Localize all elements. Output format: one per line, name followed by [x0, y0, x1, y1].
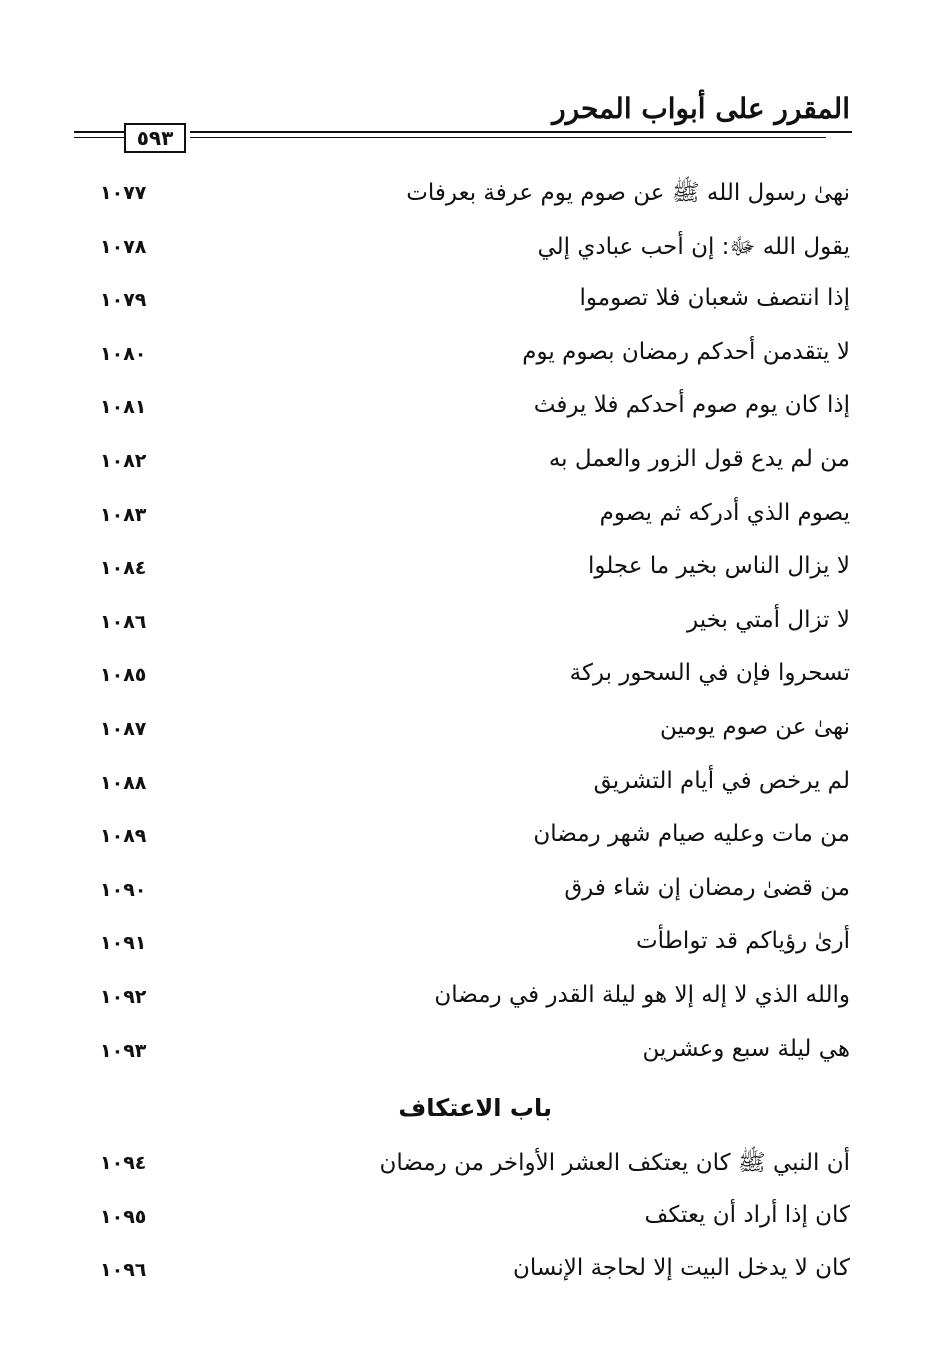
hadith-number: ١٠٧٧	[100, 182, 147, 204]
header-rule-top	[190, 131, 852, 133]
hadith-number: ١٠٨٥	[100, 664, 147, 687]
hadith-title: من لم يدع قول الزور والعمل به	[548, 445, 850, 472]
hadith-title: يقول الله ﷻ: إن أحب عبادي إلي	[537, 233, 850, 260]
hadith-number: ١٠٨٦	[100, 610, 147, 633]
hadith-title: لا تزال أمتي بخير	[687, 606, 850, 633]
index-row	[90, 226, 850, 280]
index-row	[90, 333, 850, 387]
running-header-title: المقرر على أبواب المحرر	[552, 92, 850, 125]
hadith-title: لا يزال الناس بخير ما عجلوا	[588, 553, 850, 580]
hadith-title: لم يرخص في أيام التشريق	[593, 767, 850, 794]
index-row	[90, 922, 850, 976]
index-row	[90, 762, 850, 816]
index-row	[90, 708, 850, 762]
header-rule-left-bottom	[74, 137, 126, 138]
index-row	[90, 601, 850, 655]
hadith-number: ١٠٨١	[100, 396, 147, 419]
hadith-number: ١٠٩٢	[100, 985, 147, 1008]
hadith-number: ١٠٧٨	[100, 235, 147, 258]
hadith-number: ١٠٨٢	[100, 449, 147, 472]
hadith-number: ١٠٧٩	[100, 289, 147, 312]
hadith-title: أرىٰ رؤياكم قد تواطأت	[635, 928, 850, 955]
hadith-number: ١٠٨٣	[100, 503, 147, 526]
index-row	[90, 1030, 850, 1084]
index-row	[90, 869, 850, 923]
index-row	[90, 386, 850, 440]
index-row	[90, 1142, 850, 1196]
index-row	[90, 547, 850, 601]
hadith-number: ١٠٩٦	[100, 1259, 147, 1282]
hadith-title: نهىٰ عن صوم يومين	[659, 713, 850, 740]
section-entries	[90, 1142, 850, 1303]
page-number: ٥٩٣	[124, 123, 186, 153]
hadith-number: ١٠٨٠	[100, 342, 147, 365]
hadith-number: ١٠٨٤	[100, 557, 147, 580]
hadith-number: ١٠٩١	[100, 932, 147, 955]
index-row	[90, 815, 850, 869]
hadith-title: من قضىٰ رمضان إن شاء فرق	[564, 874, 850, 901]
index-row	[90, 654, 850, 708]
hadith-title: كان لا يدخل البيت إلا لحاجة الإنسان	[512, 1255, 850, 1282]
hadith-title: والله الذي لا إله إلا هو ليلة القدر في رمضان	[434, 981, 850, 1008]
index-row	[90, 279, 850, 333]
hadith-title: يصوم الذي أدركه ثم يصوم	[599, 499, 850, 526]
hadith-title: من مات وعليه صيام شهر رمضان	[533, 821, 850, 848]
hadith-title: إذا كان يوم صوم أحدكم فلا يرفث	[533, 392, 850, 419]
index-row	[90, 1249, 850, 1303]
index-row	[90, 440, 850, 494]
hadith-number: ١٠٩٥	[100, 1205, 147, 1228]
header-rule-bottom	[190, 137, 826, 138]
hadith-title: إذا انتصف شعبان فلا تصوموا	[579, 285, 850, 312]
hadith-number: ١٠٨٧	[100, 717, 147, 740]
hadith-number: ١٠٨٩	[100, 825, 147, 848]
hadith-number: ١٠٩٠	[100, 878, 147, 901]
hadith-title: كان إذا أراد أن يعتكف	[644, 1201, 850, 1228]
hadith-title: تسحروا فإن في السحور بركة	[569, 660, 850, 687]
section-heading: باب الاعتكاف	[398, 1094, 552, 1122]
hadith-number: ١٠٩٣	[100, 1039, 147, 1062]
hadith-number: ١٠٩٤	[100, 1152, 147, 1174]
hadith-title: أن النبي ﷺ كان يعتكف العشر الأواخر من رمضان	[379, 1150, 850, 1176]
hadith-title: هي ليلة سبع وعشرين	[642, 1035, 850, 1062]
hadith-title: لا يتقدمن أحدكم رمضان بصوم يوم	[522, 338, 850, 365]
header-rule-left-top	[74, 131, 126, 133]
hadith-title: نهىٰ رسول الله ﷺ عن صوم يوم عرفة بعرفات	[406, 180, 850, 206]
index-entries	[90, 172, 850, 1083]
index-row	[90, 172, 850, 226]
index-row	[90, 1196, 850, 1250]
index-row	[90, 976, 850, 1030]
index-row	[90, 494, 850, 548]
hadith-number: ١٠٨٨	[100, 771, 147, 794]
